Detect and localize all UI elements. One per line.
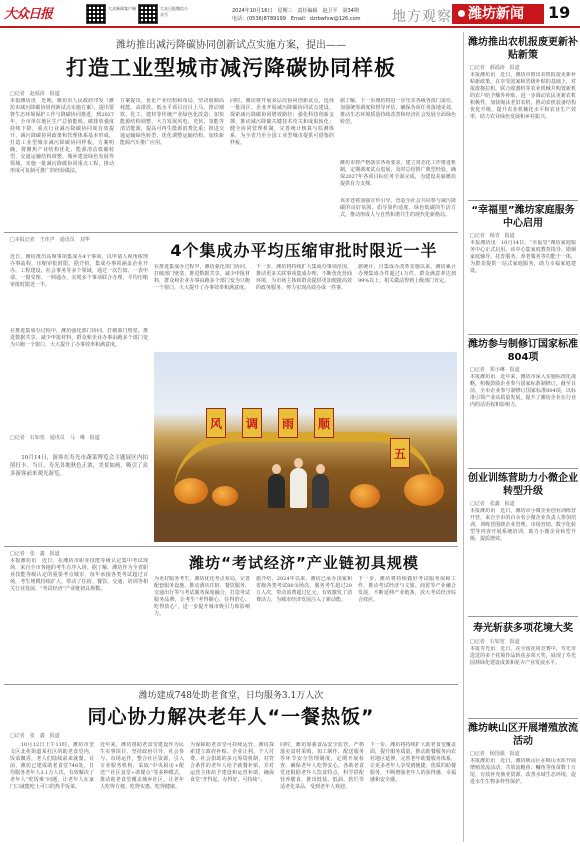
third-text-col3: 据介绍，2024年以来，潍坊已承办国家和省级各类考试80余场次，服务考生超过20万人次，带动消费超过亿元，有效激发了消费活力，为城市经济发展注入了新动能。 xyxy=(256,576,352,603)
person xyxy=(312,474,329,508)
side-byline-4: □记者 张鑫 报道 xyxy=(470,501,515,507)
contact-meta: 电话：(0536)8789199 Email：dzrbwfxw@126.com xyxy=(232,16,361,22)
section-badge: 潍坊新闻 xyxy=(452,4,544,24)
side-title-1: 潍坊推出农机报废更新补贴新策 xyxy=(468,37,578,61)
side-text-2: 本报潍坊讯 10月14日，“幸福里”潍坊家庭服务中心正式启用。该中心集家庭教育指导、婚姻家庭辅导、托育服务、养老服务等功能于一体，为群众提供一站式家庭服务，助力幸福家庭建设。 xyxy=(470,240,576,274)
side-title-2: “幸福里”潍坊家庭服务中心启用 xyxy=(471,205,575,229)
pumpkin xyxy=(404,474,444,506)
lead-text-col1: 本报潍坊讯 近期，潍坊市人民政府印发《潍坊市减污降碳协同创新试点实施方案》，提出要将生态环境保护工作与降碳协同推进，到2027年，全市单位地区生产总值能耗、碳排放强度持续下降，重点行业减污降碳协同度有效提升，减污降碳协同政策和管理体系基本形成，打造工业型城市减污降碳协同样板。方案明确，将聚焦产业结构优化、能源清洁低碳转型、交通运输结构调整、城乡建设绿色发展等领域，实施一批减污降碳协同重点工程，推动形成可复制可推广的经验做法。 xyxy=(10,98,114,174)
section-label: 地方观察 xyxy=(392,9,452,25)
divider xyxy=(468,616,578,617)
pumpkin xyxy=(212,486,238,506)
divider xyxy=(4,684,458,685)
qr-code-label: 大众日报微信公众号 xyxy=(160,6,188,17)
side-title-6: 潍坊峡山区开展增殖放流活动 xyxy=(468,723,578,747)
lead-kicker: 潍坊推出减污降碳协同创新试点实施方案，提出—— xyxy=(116,40,346,51)
third-text-col4: 下一步，潍坊将持续做好考试服务保障工作，推动考试经济与文旅、商贸等产业融合发展，不断延伸产业链条，放大考试经济综合效应。 xyxy=(358,576,456,603)
pumpkin xyxy=(350,484,380,508)
photo-caption-box xyxy=(8,432,150,542)
photo-banner: 风 xyxy=(206,408,226,438)
qr-code-icon xyxy=(86,4,106,24)
side-text-4: 本报潍坊讯 近日，潍坊市小微企业创业训练营开营，来自全市的百余名小微企业负责人参加培训。训练营围绕企业管理、市场营销、数字化转型等内容开展系统培训，助力小微企业转型升级、提质增效。 xyxy=(470,508,576,542)
fourth-text-col2: 近年来，潍坊将助老食堂建设作为民生实事项目，坚持政府引导、社会参与、市场运作，整合社区资源，引入专业服务机构，采取“中央厨房+配送”“社区食堂+助餐点”等多种模式，推动助老食堂覆盖城乡社区，让老年人吃得方便、吃得实惠、吃得健康。 xyxy=(100,742,184,790)
divider xyxy=(4,232,458,233)
divider xyxy=(4,546,458,547)
photo-caption-byline: □记者 石如宽 通讯员 马 琳 报道 xyxy=(10,435,100,441)
photo-caption: 10月14日，游客在寿光市蔬菜博览会主题展区内拍照打卡。当日，寿光各地秋色正浓，美景如画，吸引了众多游客前来观光游览。 xyxy=(10,455,148,477)
second-text-col1: 近日，潍坊推出高频事项集成办4个事项，以申请人视角梳理办事流程，压缩审批时限。据介绍，集成办事项涵盖企业开办、工程建设、社会事务等多个领域，通过一次告知、一表申请、一窗受理、一网通办，实现多个事项联合办理，平均压缩审批时限近一半。 xyxy=(10,254,148,288)
lead-text-col6: 该市还将加强宣传引导，营造全社会共同参与减污降碳的良好氛围，倡导简约适度、绿色低碳的生活方式，推动形成人与自然和谐共生的现代化新格局。 xyxy=(340,198,456,218)
second-text-col1b: 在推进集成办过程中，潍坊强化部门协同，打破部门壁垒，推进数据共享，减少申报材料，群众和企业办事由跑多个部门变为只跑一个窗口，大大提升了办事效率和满意度。 xyxy=(10,328,148,348)
fourth-text-col3: 为保障助老食堂可持续运营，潍坊探索建立政府补贴、企业让利、个人付费、社会捐助的多元筹资机制，对符合条件的老年人给予就餐补贴，并对运营主体给予建设和运营补助，确保食堂“开得起、办得好、可持续”。 xyxy=(190,742,274,783)
side-text-1: 本报潍坊讯 近日，潍坊市推出农机报废更新补贴新政策，在享受国家和省级补贴的基础上，对报废拖拉机、联合收割机等农业机械并购置新机的农户给予额外补贴，进一步调动农民更新农机积极性，加快淘汰老旧农机，推动农机装备结构优化升级，提升农业机械化水平和农业生产效率，助力农业绿色发展和乡村振兴。 xyxy=(470,72,576,120)
side-title-5: 寿光斩获多项花境大奖 xyxy=(473,623,573,634)
divider xyxy=(468,718,578,719)
main-column xyxy=(4,32,458,842)
second-byline: □本报记者 王佳声 通讯员 刘华 xyxy=(10,237,90,243)
third-headline: 潍坊“考试经济”产业链初具规模 xyxy=(189,554,419,572)
side-text-5: 本报寿光讯 近日，在全国花境竞赛中，寿光市选送的多个花境作品斩获多项大奖，展现了寿光园林绿化建设成果和花卉产业发展水平。 xyxy=(470,646,576,666)
lead-headline: 打造工业型城市减污降碳协同样板 xyxy=(66,56,396,80)
fourth-text-col4: 同时，潍坊加强食品安全监管，严格落实食材采购、加工制作、配送服务等环节安全管理制度，定期开展检查，确保老年人吃得安心。各助老食堂还根据老年人饮食特点，科学搭配营养膳食，推出低盐、低油、软烂等适老化菜品，受到老年人欢迎。 xyxy=(280,742,364,790)
second-text-col2: 在推进集成办过程中，潍坊强化部门协同，打破部门壁垒，推进数据共享，减少申报材料，群众和企业办事由跑多个部门变为只跑一个窗口，大大提升了办事效率和满意度。 xyxy=(154,264,250,291)
side-byline-6: □记者 杨国强 报道 xyxy=(470,751,520,757)
fourth-text-col5: 下一步，潍坊将持续扩大助老食堂覆盖面，提升服务质量，推动助餐服务向农村地区延伸，完善老年助餐服务体系，让更多老年人享受到便捷、优质的助餐服务，不断增强老年人的获得感、幸福感和安全感。 xyxy=(370,742,456,783)
lead-text-col4: 据了解，下一步潍坊将进一步压实各级各部门责任，加强统筹调度和督导评估，确保各项任务落地见效，推动生态环境质量持续改善和经济社会发展全面绿色转型。 xyxy=(340,98,456,125)
side-title-3: 潍坊参与制修订国家标准804项 xyxy=(468,339,578,363)
photo-banner: 顺 xyxy=(314,408,334,438)
fourth-kicker: 潍坊建成748处助老食堂，日均服务3.1万人次 xyxy=(138,691,324,701)
photo-banner: 调 xyxy=(242,408,262,438)
second-headline: 4个集成办平均压缩审批时限近一半 xyxy=(170,241,438,260)
lead-byline: □记者 赵福涛 报道 xyxy=(10,91,60,97)
side-byline-3: □记者 郑小琳 报道 xyxy=(470,367,520,373)
third-byline: □记者 张 鑫 报道 xyxy=(10,551,60,557)
person-head xyxy=(316,464,325,474)
page-number: 19 xyxy=(548,3,571,22)
divider xyxy=(468,200,578,201)
divider xyxy=(468,468,578,469)
side-byline-5: □记者 石如宽 报道 xyxy=(470,639,520,645)
side-byline-2: □记者 杨青 报道 xyxy=(470,233,515,239)
lead-text-col3: 同时，潍坊将开展多层次协同创新试点，选择一批园区、企业开展减污降碳协同试点建设，探索减污降碳协同增效路径；强化科技创新支撑，推动减污降碳关键技术攻关和成果转化；健全协同管理机制，完善统计核算与监测体系，为全省乃至全国工业型城市提供可借鉴的样板。 xyxy=(230,98,334,146)
divider xyxy=(468,334,578,335)
side-byline-1: □记者 郝福涛 报道 xyxy=(470,65,520,71)
photo-ground xyxy=(154,512,457,542)
person-head xyxy=(294,458,303,468)
masthead xyxy=(0,0,580,28)
qr-code-label: 大众新闻客户端 xyxy=(108,6,136,11)
second-text-col4: 据统计，自集成办改革实施以来，潍坊累计办理集成办件超过1万件，群众满意率达到99%以上，相关做法得到上级部门肯定。 xyxy=(358,264,456,284)
fourth-headline: 同心协力解决老年人“一餐热饭” xyxy=(87,706,375,728)
photo-banner: 五 xyxy=(390,438,410,468)
issue-meta: 2024年10月16日 星期三 责任编辑 赵卫平 第34期 xyxy=(232,8,359,14)
news-photo xyxy=(154,352,457,542)
pumpkin xyxy=(174,478,208,504)
side-column xyxy=(463,32,577,842)
person xyxy=(290,468,307,508)
photo-banner: 雨 xyxy=(278,408,298,438)
side-text-3: 本报潍坊讯 近年来，潍坊市深入实施标准化战略，积极鼓励企业参与国家标准制修订。截至目前，全市企业参与制修订国家标准804项，以标准引领产业高质量发展，提升了潍坊企业在行业内的话语权和影响力。 xyxy=(470,374,576,408)
lead-text-col5: 潍坊市将严格落实各项要求，建立常态化工作推进机制，定期调度试点进展，及时总结推广典型经验，确保2027年各项目标任务全面完成，为建设美丽潍坊提供有力支撑。 xyxy=(340,160,456,187)
person-head xyxy=(272,464,281,474)
side-text-6: 本报潍坊讯 近日，潍坊峡山区在峡山水库开展增殖放流活动，共放流鲢鱼、鳙鱼等鱼苗数十万尾，有效补充渔业资源，改善水域生态环境，促进水生生物多样性保护。 xyxy=(470,758,576,785)
newspaper-logo: 大众日报 xyxy=(4,7,53,22)
third-text-col2: 为更好服务考生，潍坊优化考点布局，完善配套服务设施，推动酒店住宿、餐饮服务、交通出行等与考试服务深度融合，打造考试服务品牌，让考生“考得顺心、住得舒心、吃得放心”，进一步提升城市吸引力和影响力。 xyxy=(154,576,250,617)
fourth-text-col1: 10月12日上午11时，潍坊市奎文区北苑街道某社区的助老食堂内，饭菜飘香，老人们陆续前来就餐。目前，潍坊已建成助老食堂748处，日均服务老年人3.1万人次，有效解决了老年人“吃饭难”问题，让老年人在家门口就能吃上可口的热乎饭菜。 xyxy=(10,742,94,790)
fourth-byline: □记者 张 鑫 报道 xyxy=(10,733,60,739)
lead-text-col2: 方案提出，优化产业结构和布局，坚决遏制高耗能、高排放、低水平项目盲目上马，推动钢铁、化工、建材等传统产业绿色化改造；加快能源结构调整，大力发展风电、光伏、氢能等清洁能源，提高可再生能源消费比重；推进交通运输绿色转型，优化调整运输结构，加快新能源汽车推广应用。 xyxy=(120,98,224,146)
qr-code-icon xyxy=(138,4,158,24)
second-text-col3: 下一步，潍坊将持续扩大集成办事项范围，推动更多关联事项集成办理，不断优化营商环境，为市场主体和群众提供更加便捷高效的政务服务，努力实现高效办成一件事。 xyxy=(256,264,352,291)
third-text-col1: 本报潍坊讯 近日，在潍坊市职业技能等级认定集中考试现场，来自全市各地的考生有序入场。据了解，潍坊作为全省职业技能等级认定的重要考点城市，每年承接各类考试超过百场，考生规模持续扩大，带动了住宿、餐饮、交通、培训等相关行业发展，“考试经济”产业链初具规模。 xyxy=(10,558,148,592)
person xyxy=(268,474,285,508)
side-title-4: 创业训练营助力小微企业转型升级 xyxy=(468,473,578,497)
